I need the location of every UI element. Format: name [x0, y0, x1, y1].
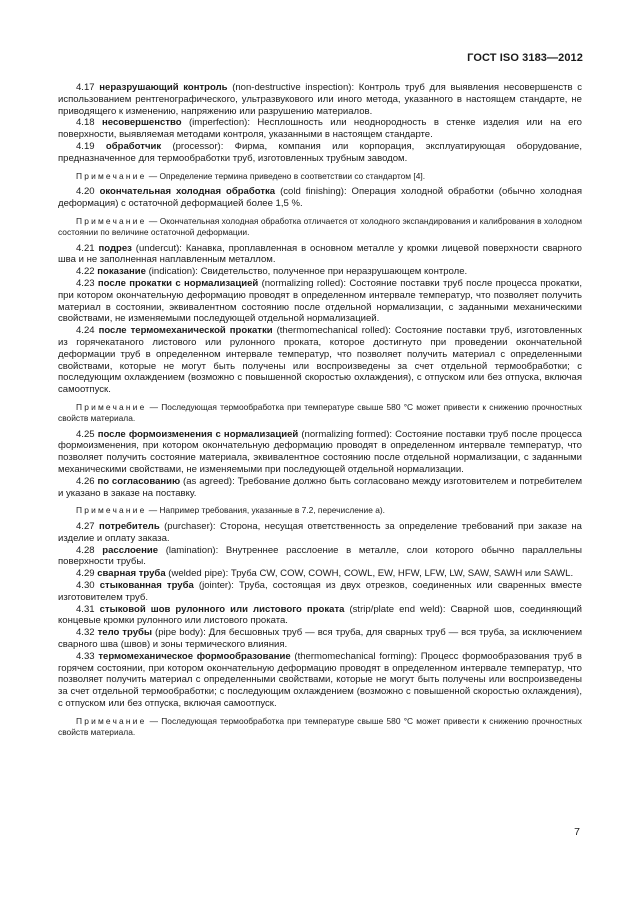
note-text: — Окончательная холодная обработка отличается от холодного экспандирования и калибрования в холодном состоянии по величине остаточной деформации.	[58, 215, 582, 237]
term-definition-text: (processor): Фирма, компания или корпорация, эксплуатирующая оборудование, предназначенное для термообработки труб, изготовленных трубным заводом.	[58, 140, 582, 164]
note-label: Примечание	[76, 715, 147, 726]
clause-number: 4.33	[76, 650, 95, 662]
clause-number: 4.30	[76, 580, 95, 592]
term-name: обработчик	[105, 140, 162, 152]
term-name: по согласованию	[97, 475, 181, 487]
term-definition-text: (pipe body): Для бесшовных труб — вся труба, для сварных труб — вся труба, за исключением сварного шва (швов) и зоны термического влияния.	[58, 627, 583, 651]
term-definition-text: (cold finishing): Операция холодной обработки (обычно холодная деформация) с остаточной деформацией более 1,5 %.	[58, 186, 582, 210]
term-definition-text: (thermomechanical forming): Процесс формообразования труб в горячем состоянии, при котором окончательную деформацию проводят в определенном интервале температур, что позволяет получить материал с определенными свойствами, которые не могут быть получены или воспроизведены за счет отдельной термообработки; с последующим охлаждением (возможно с повышенной скоростью охлаждения), с отпуском или без отпуска, включая самоотпуск.	[58, 650, 582, 710]
document-code-header: ГОСТ ISO 3183—2012	[467, 52, 583, 64]
note-label: Примечание	[76, 401, 147, 412]
clause-number: 4.27	[76, 521, 95, 533]
term-definition-text: (indication): Свидетельство, полученное при неразрушающем контроле.	[145, 266, 468, 278]
term-name: показание	[97, 266, 146, 278]
term-definition-text: (imperfection): Несплошность или неоднородность в стенке изделия или на его поверхности, выявляемая методами контроля, указанными в настоящем стандарте.	[58, 117, 582, 141]
term-name: окончательная холодная обработка	[99, 186, 276, 198]
clause-number: 4.28	[76, 544, 95, 556]
term-definition-text: (as agreed): Требование должно быть согласовано между изготовителем и потребителем и указано в заказе на поставку.	[58, 475, 583, 499]
clause-number: 4.29	[76, 568, 95, 580]
clause-number: 4.24	[76, 325, 95, 337]
term-definition-4-17	[58, 82, 582, 117]
term-definition-4-27	[58, 521, 582, 545]
note-text: — Например требования, указанные в 7.2, перечисление а).	[146, 505, 385, 516]
term-definition-4-23	[58, 278, 582, 325]
note	[58, 402, 582, 424]
term-definition-text: (undercut): Канавка, проплавленная в основном металле у кромки лицевой поверхности сварного шва и не заполненная наплавленным металлом.	[58, 242, 582, 266]
term-name: после прокатки с нормализацией	[97, 277, 259, 289]
term-name: стыкованная труба	[99, 580, 194, 592]
term-definition-4-20	[58, 186, 582, 210]
term-definition-text: (purchaser): Сторона, несущая ответственность за определение требований при заказе на изделие и оплату заказа.	[58, 521, 582, 544]
term-definition-text: (jointer): Труба, состоящая из двух отрезков, соединенных или сваренных вместе изготовителем труб.	[58, 580, 582, 603]
term-definition-4-32	[58, 627, 582, 651]
note	[58, 505, 582, 516]
term-definition-4-26	[58, 476, 582, 500]
note-text: — Определение термина приведено в соответствии со стандартом [4].	[146, 170, 426, 181]
term-name: неразрушающий контроль	[99, 82, 228, 93]
term-definition-4-28	[58, 545, 582, 569]
note-label: Примечание	[76, 505, 147, 516]
term-definition-text: (strip/plate end weld): Сварной шов, соединяющий концевые кромки рулонного или листового проката.	[58, 603, 583, 627]
clause-number: 4.32	[76, 627, 95, 639]
term-definition-text: (normalizing formed): Состояние поставки труб после процесса формоизменения, при котором окончательную деформацию проводят в определенном интервале температур, что позволяет получить состояние материала, эквивалентное состоянию после отдельной нормализации, с заданными механическими свойствами, не изменяемыми при последующей отдельной нормализации.	[58, 428, 582, 475]
term-name: после термомеханической прокатки	[98, 325, 273, 337]
page-number: 7	[574, 826, 580, 838]
term-definition-text: (thermomechanical rolled): Состояние поставки труб, изготовленных из горячекатаного листового или рулонного проката, которое достигнуто при проведении окончательной деформации труб в определенном интервале температур, что позволяет получить материал с определенными свойствами, которые не могут быть получены или воспроизведены за счет отдельной термообработки; с последующим охлаждением (возможно с повышенной скоростью охлаждения), с отпуском или без отпуска, включая самоотпуск.	[58, 325, 583, 396]
note-label: Примечание	[76, 170, 147, 181]
term-name: тело трубы	[97, 627, 153, 639]
clause-number: 4.18	[76, 117, 95, 129]
term-definition-text: (normalizing rolled): Состояние поставки труб после процесса прокатки, при котором окончательную деформацию проводят в определенном интервале температур, что позволяет получить материал в состоянии, эквивалентном состоянию после отдельной нормализации, с заданными механическими свойствами, не изменяемыми последующей отдельной нормализацией.	[58, 277, 583, 325]
clause-number: 4.17	[76, 82, 95, 93]
clause-number: 4.23	[76, 277, 95, 289]
term-definition-4-25	[58, 429, 582, 476]
note-label: Примечание	[76, 215, 147, 226]
term-definition-4-33	[58, 651, 582, 710]
term-definition-text: (welded pipe): Труба CW, COW, COWH, COWL, EW, HFW, LFW, LW, SAW, SAWH или SAWL.	[165, 568, 574, 580]
note-text: — Последующая термообработка при температуре свыше 580 °С может привести к снижению прочностных свойств материала.	[58, 401, 582, 423]
clause-number: 4.22	[76, 266, 95, 278]
term-name: после формоизменения с нормализацией	[97, 428, 299, 440]
document-body	[58, 82, 582, 742]
term-definition-4-29	[58, 568, 582, 580]
term-name: несовершенство	[102, 117, 182, 129]
term-definition-text: (non-destructive inspection): Контроль труб для выявления несовершенств с использованием рентгенографического, ультразвукового или иного метода, указанного в настоящем стандарте, не приводящего к изменению, напряжению или разрушению материалов.	[58, 82, 582, 117]
term-name: стыковой шов рулонного или листового проката	[99, 603, 345, 615]
note	[58, 216, 582, 238]
term-name: подрез	[98, 242, 132, 254]
term-definition-4-24	[58, 325, 582, 396]
term-definition-4-21	[58, 243, 582, 267]
term-definition-4-22	[58, 266, 582, 278]
clause-number: 4.26	[76, 475, 95, 487]
term-definition-4-18	[58, 117, 582, 141]
note	[58, 716, 582, 738]
term-name: расслоение	[102, 544, 159, 556]
clause-number: 4.25	[76, 428, 95, 440]
term-definition-4-19	[58, 141, 582, 165]
clause-number: 4.21	[76, 242, 95, 254]
clause-number: 4.31	[76, 603, 95, 615]
term-definition-4-30	[58, 580, 582, 604]
clause-number: 4.19	[76, 140, 95, 152]
term-name: потребитель	[98, 521, 160, 533]
term-definition-text: (lamination): Внутреннее расслоение в металле, слои которого обычно параллельны поверхности трубы.	[58, 544, 582, 568]
clause-number: 4.20	[76, 186, 95, 198]
note-text: — Последующая термообработка при температуре свыше 580 °С может привести к снижению прочностных свойств материала.	[58, 715, 582, 737]
term-name: термомеханическое формообразование	[98, 650, 291, 662]
term-definition-4-31	[58, 604, 582, 628]
term-name: сварная труба	[97, 568, 166, 580]
note	[58, 171, 582, 182]
